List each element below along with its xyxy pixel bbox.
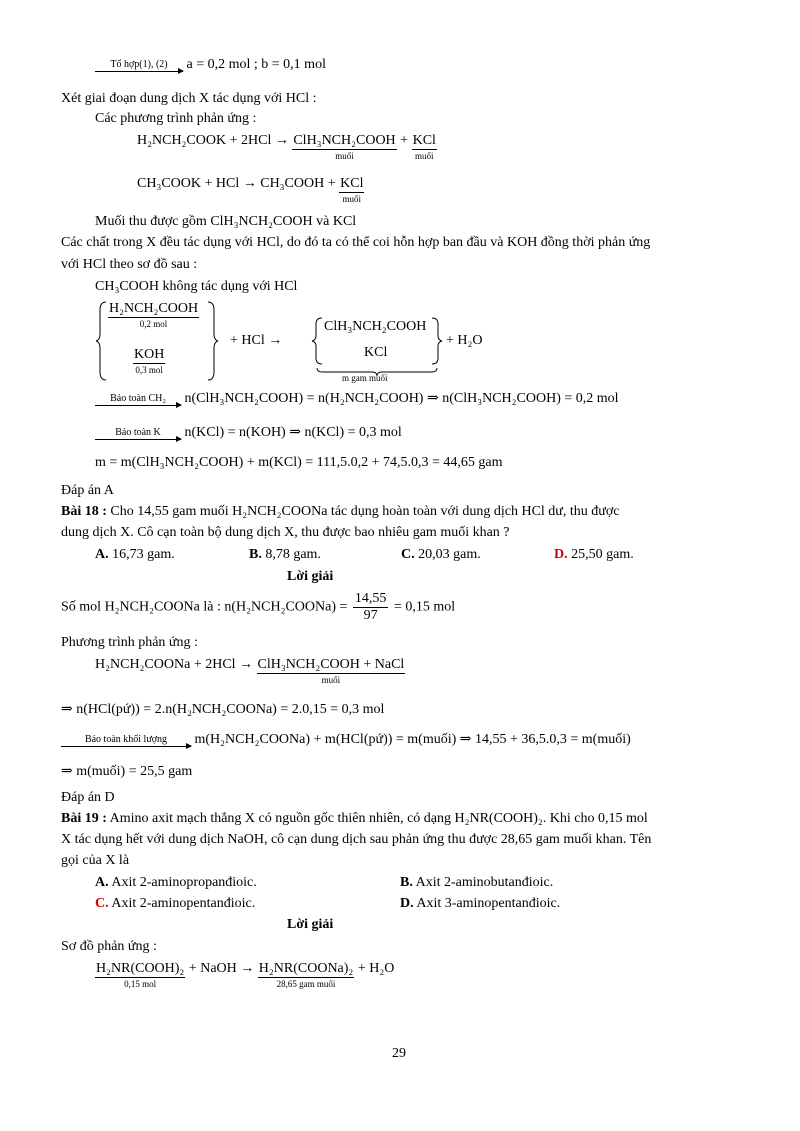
paragraph-line: Sơ đồ phản ứng : bbox=[61, 939, 157, 954]
labeled-arrow: Tổ hợp(1), (2) bbox=[95, 60, 183, 72]
option-a: A. Axit 2-aminopropanđioic. bbox=[95, 875, 257, 890]
paragraph-line: Các chất trong X đều tác dụng với HCl, do đó ta có thể coi hỗn hợp ban đầu và KOH đồng thời phản ứng bbox=[61, 235, 651, 250]
equation-1: H₂NCH₂COOK + 2HCl → ClH₃NCH₂COOH muối + KCl muối bbox=[137, 133, 436, 161]
underbrace-product: ClH₃NCH₂COOH muối bbox=[293, 133, 396, 161]
scheme-plus-hcl: + HCl → bbox=[230, 333, 283, 348]
conservation-ch2-line: Bảo toàn CH₂ n(ClH₃NCH₂COOH) = n(H₂NCH₂COOH) ⇒ n(ClH₃NCH₂COOH) = 0,2 mol bbox=[95, 392, 619, 406]
solution-heading: Lời giải bbox=[287, 917, 334, 932]
paragraph-line: Muối thu được gồm ClH₃NCH₂COOH và KCl bbox=[95, 214, 357, 229]
paragraph-line: CH₃COOH không tác dụng với HCl bbox=[95, 279, 298, 294]
conservation-k-line: Bảo toàn K n(KCl) = n(KOH) ⇒ n(KCl) = 0,3 mol bbox=[95, 426, 402, 440]
option-c: C. 20,03 gam. bbox=[401, 547, 481, 562]
option-d-correct: D. 25,50 gam. bbox=[554, 547, 634, 562]
option-d: D. Axit 3-aminopentanđioic. bbox=[400, 896, 561, 911]
answer-line: Đáp án A bbox=[61, 483, 114, 498]
problem-19-stem-cont: gọi của X là bbox=[61, 853, 130, 868]
scheme-reactant-b: KOH 0,3 mol bbox=[134, 347, 165, 375]
underbrace-product: KCl muối bbox=[412, 133, 436, 161]
answer-line: Đáp án D bbox=[61, 790, 115, 805]
option-c-correct: C. Axit 2-aminopentanđioic. bbox=[95, 896, 256, 911]
option-b: B. Axit 2-aminobutanđioic. bbox=[400, 875, 554, 890]
scheme-product-caption: m gam muối bbox=[342, 373, 388, 383]
solution-heading: Lời giải bbox=[287, 569, 334, 584]
paragraph-line: Các phương trình phản ứng : bbox=[95, 111, 257, 126]
paragraph-line: Xét giai đoạn dung dịch X tác dụng với HCl : bbox=[61, 91, 317, 106]
option-b: B. 8,78 gam. bbox=[249, 547, 321, 562]
equation-4: H₂NR(COOH)₂ 0,15 mol + NaOH → H₂NR(COONa)₂ 28,65 gam muối + H₂O bbox=[96, 961, 395, 989]
paragraph-line: Phương trình phản ứng : bbox=[61, 635, 198, 650]
problem-18-stem-cont: dung dịch X. Cô cạn toàn bộ dung dịch X, thu được bao nhiêu gam muối khan ? bbox=[61, 525, 510, 540]
reaction-scheme bbox=[96, 300, 516, 382]
mole-calculation: Số mol H₂NCH₂COONa là : n(H₂NCH₂COONa) = $\frac{14,55}{97}$ = 0,15 mol bbox=[61, 591, 456, 623]
option-a: A. 16,73 gam. bbox=[95, 547, 175, 562]
salt-mass-result: ⇒ m(muối) = 25,5 gam bbox=[61, 764, 193, 779]
paragraph-line: với HCl theo sơ đồ sau : bbox=[61, 257, 198, 272]
mass-calculation: m = m(ClH₃NCH₂COOH) + m(KCl) = 111,5.0,2 + 74,5.0,3 = 44,65 gam bbox=[95, 455, 503, 470]
equation-2: CH₃COOK + HCl → CH₃COOH + KCl muối bbox=[137, 176, 364, 204]
page-number: 29 bbox=[392, 1046, 406, 1061]
scheme-reactant-a: H₂NCH₂COOH 0,2 mol bbox=[109, 301, 199, 329]
problem-19-stem-cont: X tác dụng hết với dung dịch NaOH, cô cạn dung dịch sau phản ứng thu được 28,65 gam muối khan. Tên bbox=[61, 832, 652, 847]
problem-18-stem: Bài 18 : Cho 14,55 gam muối H₂NCH₂COONa tác dụng hoàn toàn với dung dịch HCl dư, thu được bbox=[61, 504, 620, 519]
underbrace-product: KCl muối bbox=[340, 176, 364, 204]
scheme-product-1: ClH₃NCH₂COOH bbox=[324, 319, 427, 334]
scheme-product-2: KCl bbox=[364, 345, 388, 360]
scheme-water: + H₂O bbox=[446, 333, 483, 348]
equation-3: H₂NCH₂COONa + 2HCl → ClH₃NCH₂COOH + NaCl muối bbox=[95, 657, 405, 685]
mass-conservation-line: Bảo toàn khối lượng m(H₂NCH₂COONa) + m(HCl(pứ)) = m(muối) ⇒ 14,55 + 36,5.0,3 = m(muối) bbox=[61, 733, 631, 747]
hcl-moles: ⇒ n(HCl(pứ)) = 2.n(H₂NCH₂COONa) = 2.0,15 = 0,3 mol bbox=[61, 702, 385, 717]
problem-19-stem: Bài 19 : Amino axit mạch thẳng X có nguồn gốc thiên nhiên, có dạng H₂NR(COOH)₂. Khi cho 0,15 mol bbox=[61, 811, 648, 826]
combination-result-line: Tổ hợp(1), (2) a = 0,2 mol ; b = 0,1 mol bbox=[95, 58, 326, 72]
